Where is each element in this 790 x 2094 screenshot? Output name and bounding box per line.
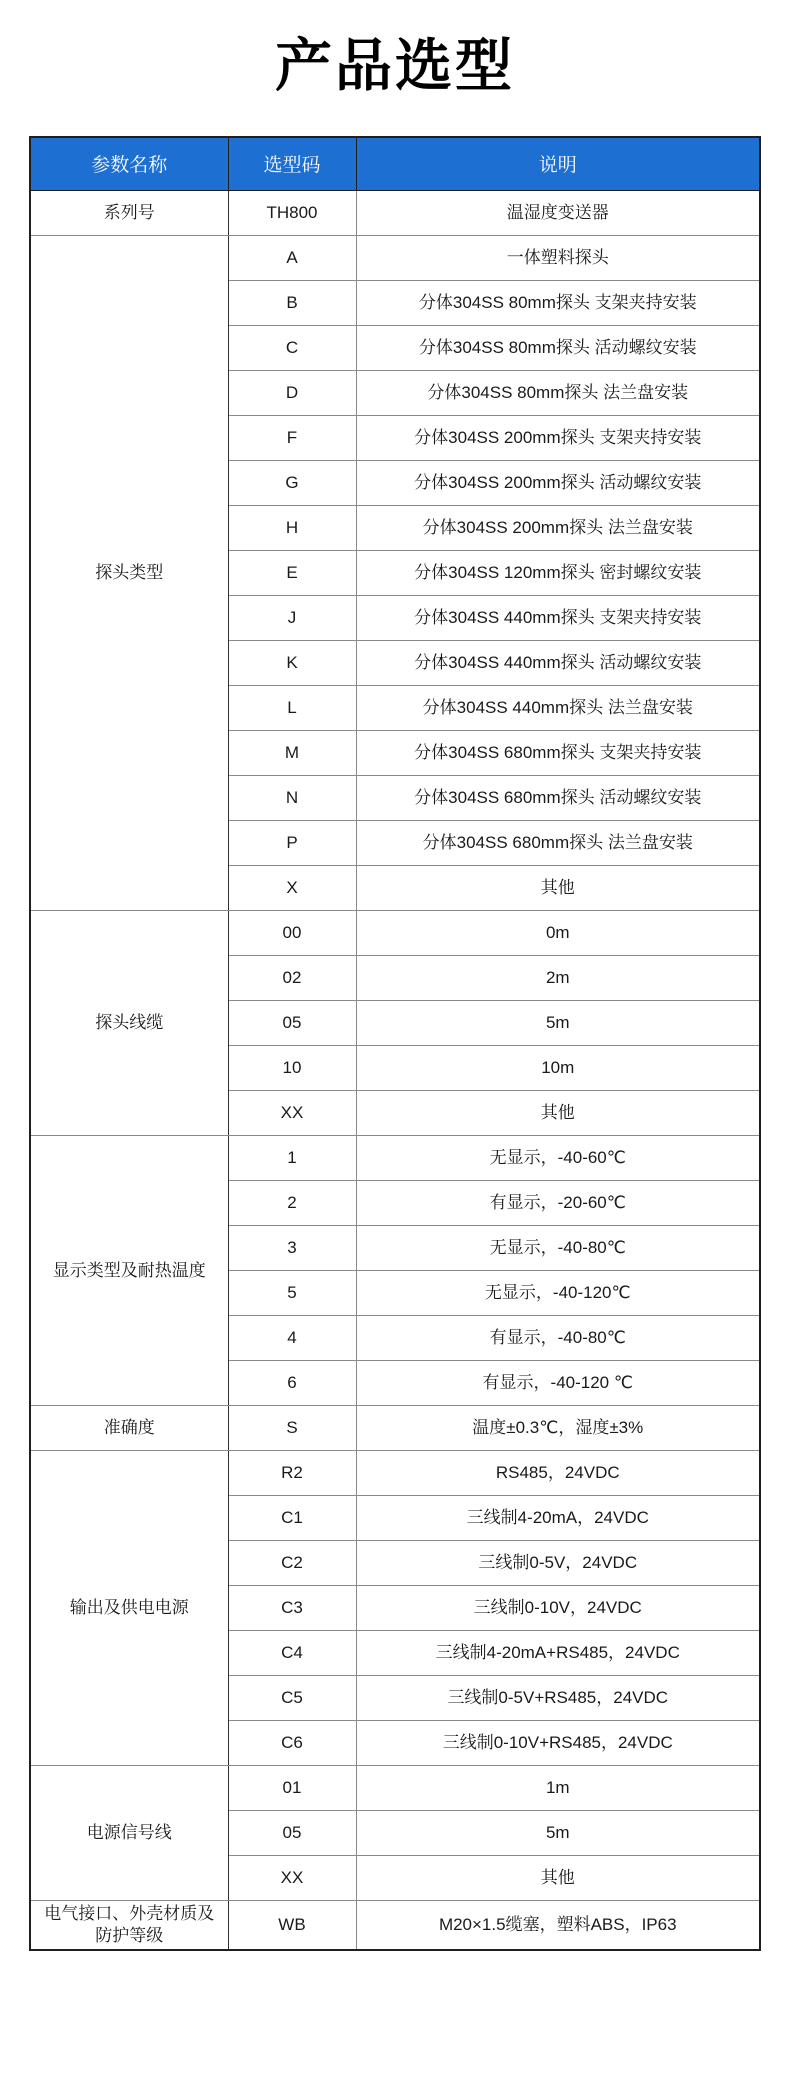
- selection-code-cell: 3: [228, 1226, 356, 1271]
- product-selection-table: [29, 136, 761, 1952]
- description-cell: 温湿度变送器: [356, 191, 760, 236]
- table-row: [30, 1406, 760, 1451]
- description-cell: 分体304SS 200mm探头 支架夹持安装: [356, 416, 760, 461]
- description-cell: 分体304SS 200mm探头 活动螺纹安装: [356, 461, 760, 506]
- description-cell: 分体304SS 680mm探头 活动螺纹安装: [356, 776, 760, 821]
- selection-code-cell: H: [228, 506, 356, 551]
- description-cell: 5m: [356, 1001, 760, 1046]
- header-param-name: 参数名称: [30, 137, 228, 191]
- param-name-cell: 显示类型及耐热温度: [30, 1136, 228, 1406]
- selection-code-cell: K: [228, 641, 356, 686]
- table-row: [30, 1901, 760, 1951]
- selection-code-cell: D: [228, 371, 356, 416]
- description-cell: 三线制0-5V，24VDC: [356, 1541, 760, 1586]
- param-name-cell: 电气接口、外壳材质及防护等级: [30, 1901, 228, 1951]
- description-cell: 1m: [356, 1766, 760, 1811]
- table-row: [30, 1451, 760, 1496]
- description-cell: 2m: [356, 956, 760, 1001]
- param-name-cell: 系列号: [30, 191, 228, 236]
- selection-code-cell: A: [228, 236, 356, 281]
- description-cell: 其他: [356, 866, 760, 911]
- selection-code-cell: XX: [228, 1091, 356, 1136]
- selection-code-cell: B: [228, 281, 356, 326]
- param-name-cell: 探头线缆: [30, 911, 228, 1136]
- description-cell: 10m: [356, 1046, 760, 1091]
- description-cell: 有显示，-40-120 ℃: [356, 1361, 760, 1406]
- table-row: [30, 911, 760, 956]
- description-cell: RS485，24VDC: [356, 1451, 760, 1496]
- description-cell: 三线制4-20mA，24VDC: [356, 1496, 760, 1541]
- selection-code-cell: C6: [228, 1721, 356, 1766]
- selection-code-cell: N: [228, 776, 356, 821]
- description-cell: 其他: [356, 1856, 760, 1901]
- description-cell: 三线制0-5V+RS485，24VDC: [356, 1676, 760, 1721]
- description-cell: 有显示，-40-80℃: [356, 1316, 760, 1361]
- selection-code-cell: G: [228, 461, 356, 506]
- table-row: [30, 1766, 760, 1811]
- selection-code-cell: F: [228, 416, 356, 461]
- param-name-cell: 电源信号线: [30, 1766, 228, 1901]
- description-cell: 无显示，-40-60℃: [356, 1136, 760, 1181]
- param-name-cell: 输出及供电电源: [30, 1451, 228, 1766]
- selection-code-cell: C1: [228, 1496, 356, 1541]
- selection-code-cell: C3: [228, 1586, 356, 1631]
- selection-code-cell: X: [228, 866, 356, 911]
- selection-code-cell: 05: [228, 1811, 356, 1856]
- description-cell: 有显示，-20-60℃: [356, 1181, 760, 1226]
- description-cell: 一体塑料探头: [356, 236, 760, 281]
- description-cell: 分体304SS 120mm探头 密封螺纹安装: [356, 551, 760, 596]
- description-cell: 0m: [356, 911, 760, 956]
- description-cell: 分体304SS 80mm探头 法兰盘安装: [356, 371, 760, 416]
- selection-code-cell: 05: [228, 1001, 356, 1046]
- selection-code-cell: WB: [228, 1901, 356, 1951]
- selection-code-cell: 1: [228, 1136, 356, 1181]
- description-cell: 三线制0-10V，24VDC: [356, 1586, 760, 1631]
- description-cell: 三线制0-10V+RS485，24VDC: [356, 1721, 760, 1766]
- selection-code-cell: 5: [228, 1271, 356, 1316]
- table-row: [30, 1136, 760, 1181]
- description-cell: 5m: [356, 1811, 760, 1856]
- description-cell: 分体304SS 440mm探头 活动螺纹安装: [356, 641, 760, 686]
- selection-code-cell: C4: [228, 1631, 356, 1676]
- page-title: 产品选型: [275, 34, 515, 98]
- description-cell: 温度±0.3℃，湿度±3%: [356, 1406, 760, 1451]
- description-cell: 其他: [356, 1091, 760, 1136]
- selection-code-cell: 2: [228, 1181, 356, 1226]
- selection-code-cell: C2: [228, 1541, 356, 1586]
- description-cell: 无显示，-40-80℃: [356, 1226, 760, 1271]
- selection-code-cell: C: [228, 326, 356, 371]
- description-cell: 三线制4-20mA+RS485，24VDC: [356, 1631, 760, 1676]
- table-row: [30, 236, 760, 281]
- description-cell: 无显示，-40-120℃: [356, 1271, 760, 1316]
- selection-code-cell: R2: [228, 1451, 356, 1496]
- description-cell: 分体304SS 80mm探头 支架夹持安装: [356, 281, 760, 326]
- selection-code-cell: XX: [228, 1856, 356, 1901]
- selection-code-cell: 6: [228, 1361, 356, 1406]
- table-header-row: [30, 137, 760, 191]
- description-cell: 分体304SS 680mm探头 支架夹持安装: [356, 731, 760, 776]
- selection-code-cell: 4: [228, 1316, 356, 1361]
- selection-code-cell: 02: [228, 956, 356, 1001]
- selection-code-cell: M: [228, 731, 356, 776]
- header-description: 说明: [356, 137, 760, 191]
- table-row: [30, 191, 760, 236]
- description-cell: M20×1.5缆塞，塑料ABS，IP63: [356, 1901, 760, 1951]
- header-selection-code: 选型码: [228, 137, 356, 191]
- selection-code-cell: J: [228, 596, 356, 641]
- selection-code-cell: 00: [228, 911, 356, 956]
- selection-code-cell: P: [228, 821, 356, 866]
- selection-code-cell: C5: [228, 1676, 356, 1721]
- param-name-cell: 准确度: [30, 1406, 228, 1451]
- description-cell: 分体304SS 440mm探头 法兰盘安装: [356, 686, 760, 731]
- param-name-cell: 探头类型: [30, 236, 228, 911]
- selection-code-cell: E: [228, 551, 356, 596]
- selection-code-cell: 10: [228, 1046, 356, 1091]
- description-cell: 分体304SS 80mm探头 活动螺纹安装: [356, 326, 760, 371]
- description-cell: 分体304SS 680mm探头 法兰盘安装: [356, 821, 760, 866]
- description-cell: 分体304SS 440mm探头 支架夹持安装: [356, 596, 760, 641]
- description-cell: 分体304SS 200mm探头 法兰盘安装: [356, 506, 760, 551]
- selection-code-cell: TH800: [228, 191, 356, 236]
- selection-code-cell: L: [228, 686, 356, 731]
- selection-code-cell: S: [228, 1406, 356, 1451]
- selection-code-cell: 01: [228, 1766, 356, 1811]
